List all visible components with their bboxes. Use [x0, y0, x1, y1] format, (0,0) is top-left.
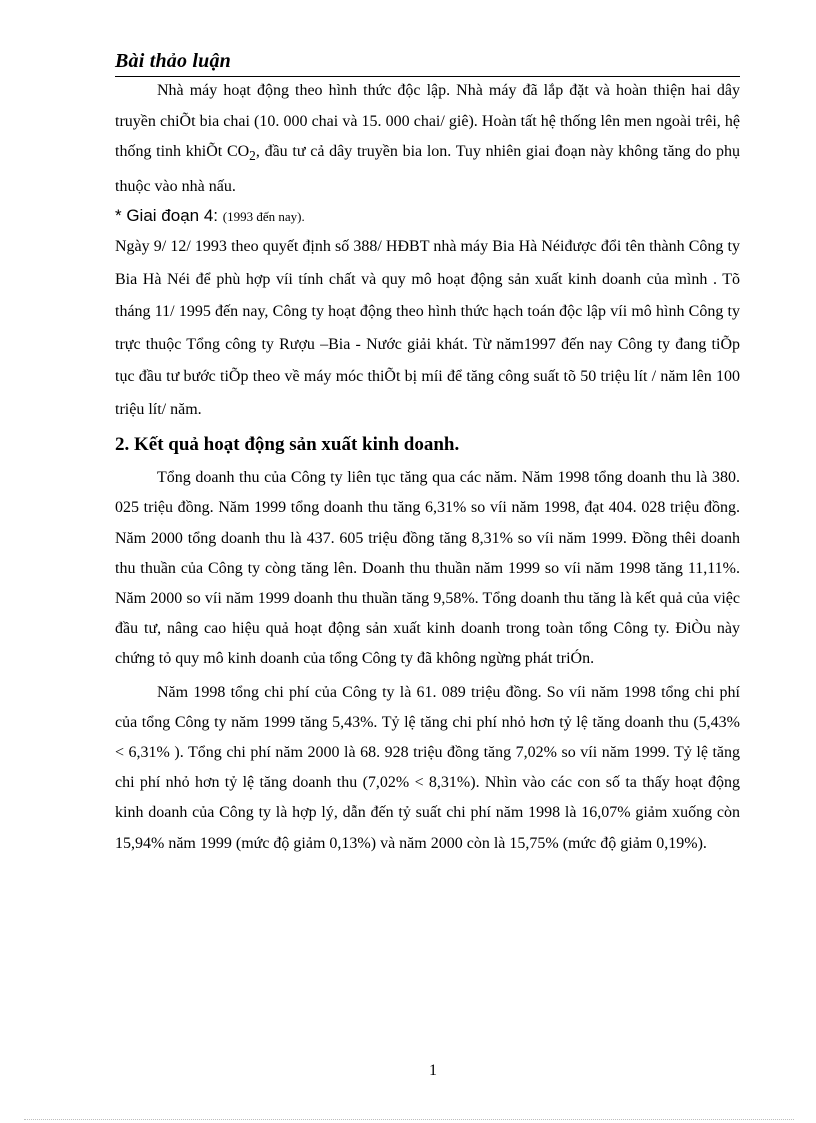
paragraph-revenue: Tổng doanh thu của Công ty liên tục tăng qua các năm. Năm 1998 tổng doanh thu là 380. 025 triệu đồng. Năm 1999 tổng doanh thu tăng 6,31% so víi năm 1998, đạt 404. 028 triệu đồng. Năm 2000 tổng doanh thu là 437. 605 triệu đồng tăng 8,31% so víi năm 1999. Đồng thêi doanh thu thuần của Công ty còng tăng lên. Doanh thu thuần năm 1999 so víi năm 1998 tăng 11,11%. Năm 2000 so víi năm 1999 doanh thu thuần tăng 9,58%. Tổng doanh thu tăng là kết quả của việc đầu tư, nâng cao hiệu quả hoạt động sản xuất kinh doanh trong toàn tổng Công ty. ĐiÒu này chứng tỏ quy mô kinh doanh của tổng Công ty đã không ngừng phát triÓn.	[115, 469, 740, 668]
paragraph-text: Nhà máy hoạt động theo hình thức độc lập. Nhà máy đã lắp đặt và hoàn thiện hai dây truyền chiÕt bia chai (10. 000 chai và 15. 000 chai/ giê). Hoàn tất hệ thống lên men ngoài trêi, hệ thống tinh khiÕt CO	[115, 82, 740, 160]
page-number: 1	[429, 1062, 437, 1079]
section-heading: 2. Kết quả hoạt động sản xuất kinh doanh.	[115, 434, 460, 456]
footer-divider	[24, 1119, 794, 1120]
stage-label: * Giai đoạn 4:	[115, 206, 223, 226]
stage-period: (1993 đến nay).	[222, 209, 305, 225]
subscript-2: 2	[249, 148, 256, 164]
page-header	[115, 48, 740, 77]
document-body	[115, 76, 740, 859]
paragraph-factory-operation	[115, 76, 740, 202]
header-title: Bài thảo luận	[115, 50, 231, 72]
paragraph-costs: Năm 1998 tổng chi phí của Công ty là 61. 089 triệu đồng. So víi năm 1998 tổng chi phí của tổng Công ty năm 1999 tăng 5,43%. Tỷ lệ tăng chi phí nhỏ hơn tỷ lệ tăng doanh thu (5,43% < 6,31% ). Tổng chi phí năm 2000 là 68. 928 triệu đồng tăng 7,02% so víi năm 1999. Tỷ lệ tăng chi phí nhỏ hơn tỷ lệ tăng doanh thu (7,02% < 8,31%). Nhìn vào các con số ta thấy hoạt động kinh doanh của Công ty là hợp lý, dẫn đến tỷ suất chi phí năm 1998 là 16,07% giảm xuống còn 15,94% năm 1999 (mức độ giảm 0,13%) và năm 2000 còn là 15,75% (mức độ giảm 0,19%).	[115, 683, 740, 852]
stage-heading	[115, 202, 740, 231]
paragraph-company-history: Ngày 9/ 12/ 1993 theo quyết định số 388/ HĐBT nhà máy Bia Hà Néiđược đổi tên thành Công ty Bia Hà Néi để phù hợp víi tính chất và quy mô hoạt động sản xuất kinh doanh của mình . Tõ tháng 11/ 1995 đến nay, Công ty hoạt động theo hình thức hạch toán độc lập víi mô hình Công ty trực thuộc Tổng công ty Rượu –Bia - Nước giải khát. Từ năm1997 đến nay Công ty đang tiÕp tục đầu tư bước tiÕp theo về máy móc thiÕt bị míi để tăng công suất tõ 50 triệu lít / năm lên 100 triệu lít/ năm.	[115, 238, 740, 418]
paragraph-text-continued: , đầu tư cả dây truyền bia lon. Tuy nhiên giai đoạn này không tăng do phụ thuộc vào nhà nấu.	[115, 143, 740, 195]
